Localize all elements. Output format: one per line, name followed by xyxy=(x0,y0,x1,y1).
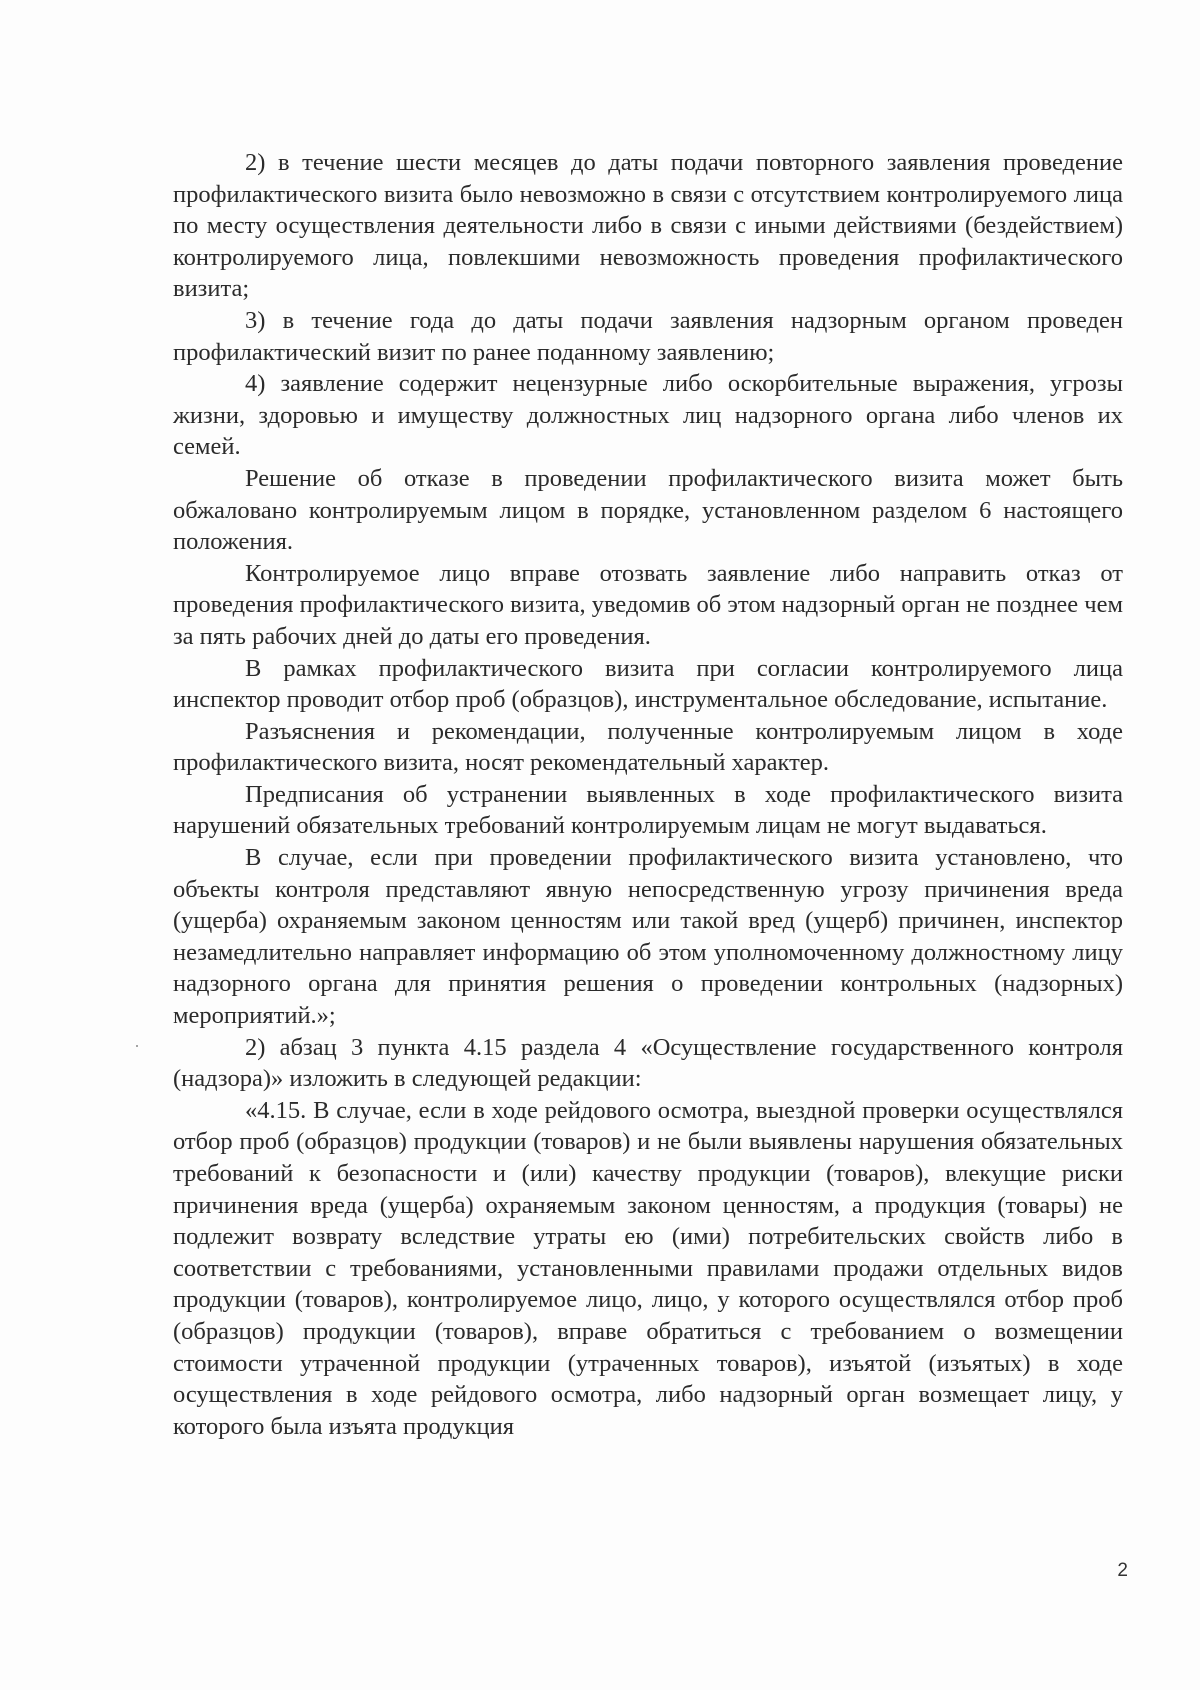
paragraph-sampling: В рамках профилактического визита при согласии контролируемого лица инспектор проводит отбор проб (образцов), инструментальное обследование, испытание. xyxy=(173,654,1123,714)
paragraph-4-15: «4.15. В случае, если в ходе рейдового осмотра, выездной проверки осуществлялся отбор проб (образцов) продукции (товаров) и не были выявлены нарушения обязательных требований к безопасности и (или) качеству продукции (товаров), влекущие риски причинения вреда (ущерба) охраняемым законом ценностям, а продукция (товары) не подлежит возврату вследствие утраты ею (ими) потребительских свойств либо в соответствии с требованиями, установленными правилами продажи отдельных видов продукции (товаров), контролируемое лицо, лицо, у которого осуществлялся отбор проб (образцов) продукции (товаров), вправе обратиться с требованием о возмещении стоимости утраченной продукции (утраченных товаров), изъятой (изъятых) в ходе осуществления в ходе рейдового осмотра, либо надзорный орган возмещает лицу, у которого была изъята продукция xyxy=(173,1096,1123,1440)
paragraph-item-4: 4) заявление содержит нецензурные либо оскорбительные выражения, угрозы жизни, здоровью и имуществу должностных лиц надзорного органа либо членов их семей. xyxy=(173,370,1123,461)
paragraph-explanations: Разъяснения и рекомендации, полученные контролируемым лицом в ходе профилактического визита, носят рекомендательный характер. xyxy=(173,717,1123,777)
paragraph-item-3: 3) в течение года до даты подачи заявления надзорным органом проведен профилактический визит по ранее поданному заявлению; xyxy=(173,306,1123,366)
paragraph-threat: В случае, если при проведении профилактического визита установлено, что объекты контроля представляют явную непосредственную угрозу причинения вреда (ущерба) охраняемым законом ценностям или такой вред (ущерб) причинен, инспектор незамедлительно направляет информацию об этом уполномоченному должностному лицу надзорного органа для принятия решения о проведении контрольных (надзорных) мероприятий.»; xyxy=(173,844,1123,1030)
paragraph-amendment: 2) абзац 3 пункта 4.15 раздела 4 «Осуществление государственного контроля (надзора)» изложить в следующей редакции: xyxy=(173,1033,1123,1093)
paragraph-withdrawal: Контролируемое лицо вправе отозвать заявление либо направить отказ от проведения профилактического визита, уведомив об этом надзорный орган не позднее чем за пять рабочих дней до даты его проведения. xyxy=(173,559,1123,650)
paragraph-item-2: 2) в течение шести месяцев до даты подачи повторного заявления проведение профилактического визита было невозможно в связи с отсутствием контролируемого лица по месту осуществления деятельности либо в связи с иными действиями (бездействием) контролируемого лица, повлекшими невозможность проведения профилактического визита; xyxy=(173,149,1123,303)
scan-dot xyxy=(136,1045,138,1047)
paragraph-appeal: Решение об отказе в проведении профилактического визита может быть обжаловано контролируемым лицом в порядке, установленном разделом 6 настоящего положения. xyxy=(173,464,1123,556)
document-body xyxy=(173,147,1123,1442)
page-number: 2 xyxy=(1117,1560,1128,1581)
paragraph-prescriptions: Предписания об устранении выявленных в ходе профилактического визита нарушений обязательных требований контролируемым лицам не могут выдаваться. xyxy=(173,780,1123,840)
